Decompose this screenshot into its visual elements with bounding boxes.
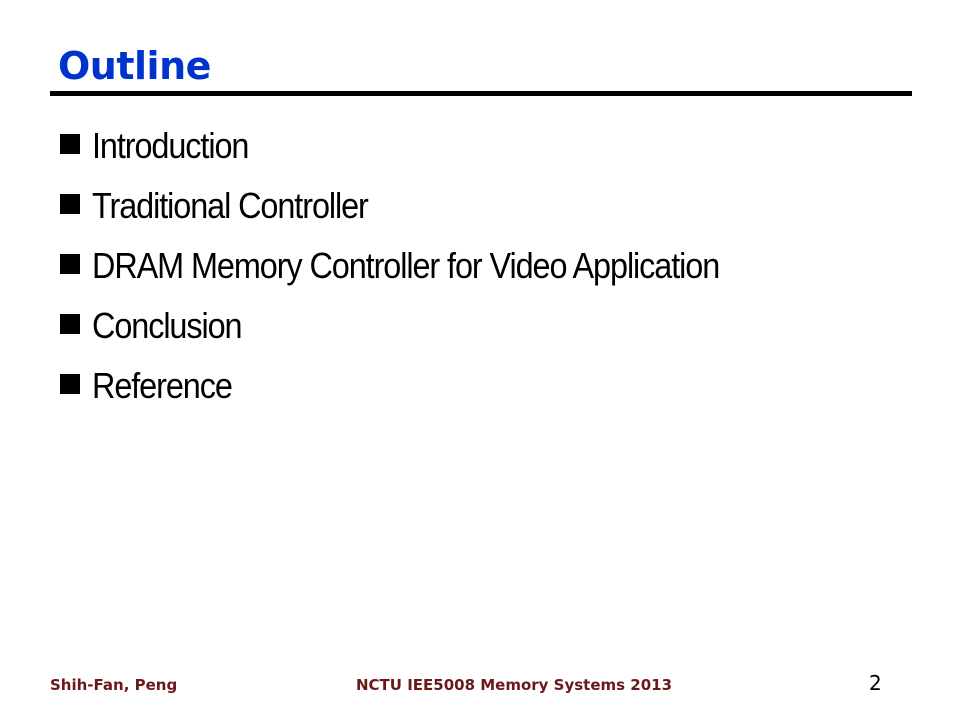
slide-title: Outline [58,44,211,88]
outline-item-conclusion [60,296,789,356]
outline-item-reference [60,356,789,416]
outline-item-label: Introduction [92,125,249,166]
footer-course-title: NCTU IEE5008 Memory Systems 2013 [356,676,673,694]
outline-item-label: Conclusion [92,305,242,346]
outline-item-label: Traditional Controller [92,185,368,226]
outline-item-dram-memory-controller [60,236,789,296]
page-number: 2 [869,671,882,695]
title-underline [50,91,912,96]
square-bullet-icon [60,314,80,334]
square-bullet-icon [60,194,80,214]
square-bullet-icon [60,374,80,394]
square-bullet-icon [60,254,80,274]
outline-list [60,116,789,416]
footer-author: Shih-Fan, Peng [50,676,178,694]
outline-item-label: DRAM Memory Controller for Video Application [92,245,720,286]
outline-item-label: Reference [92,365,232,406]
outline-item-traditional-controller [60,176,789,236]
square-bullet-icon [60,134,80,154]
outline-item-introduction [60,116,789,176]
